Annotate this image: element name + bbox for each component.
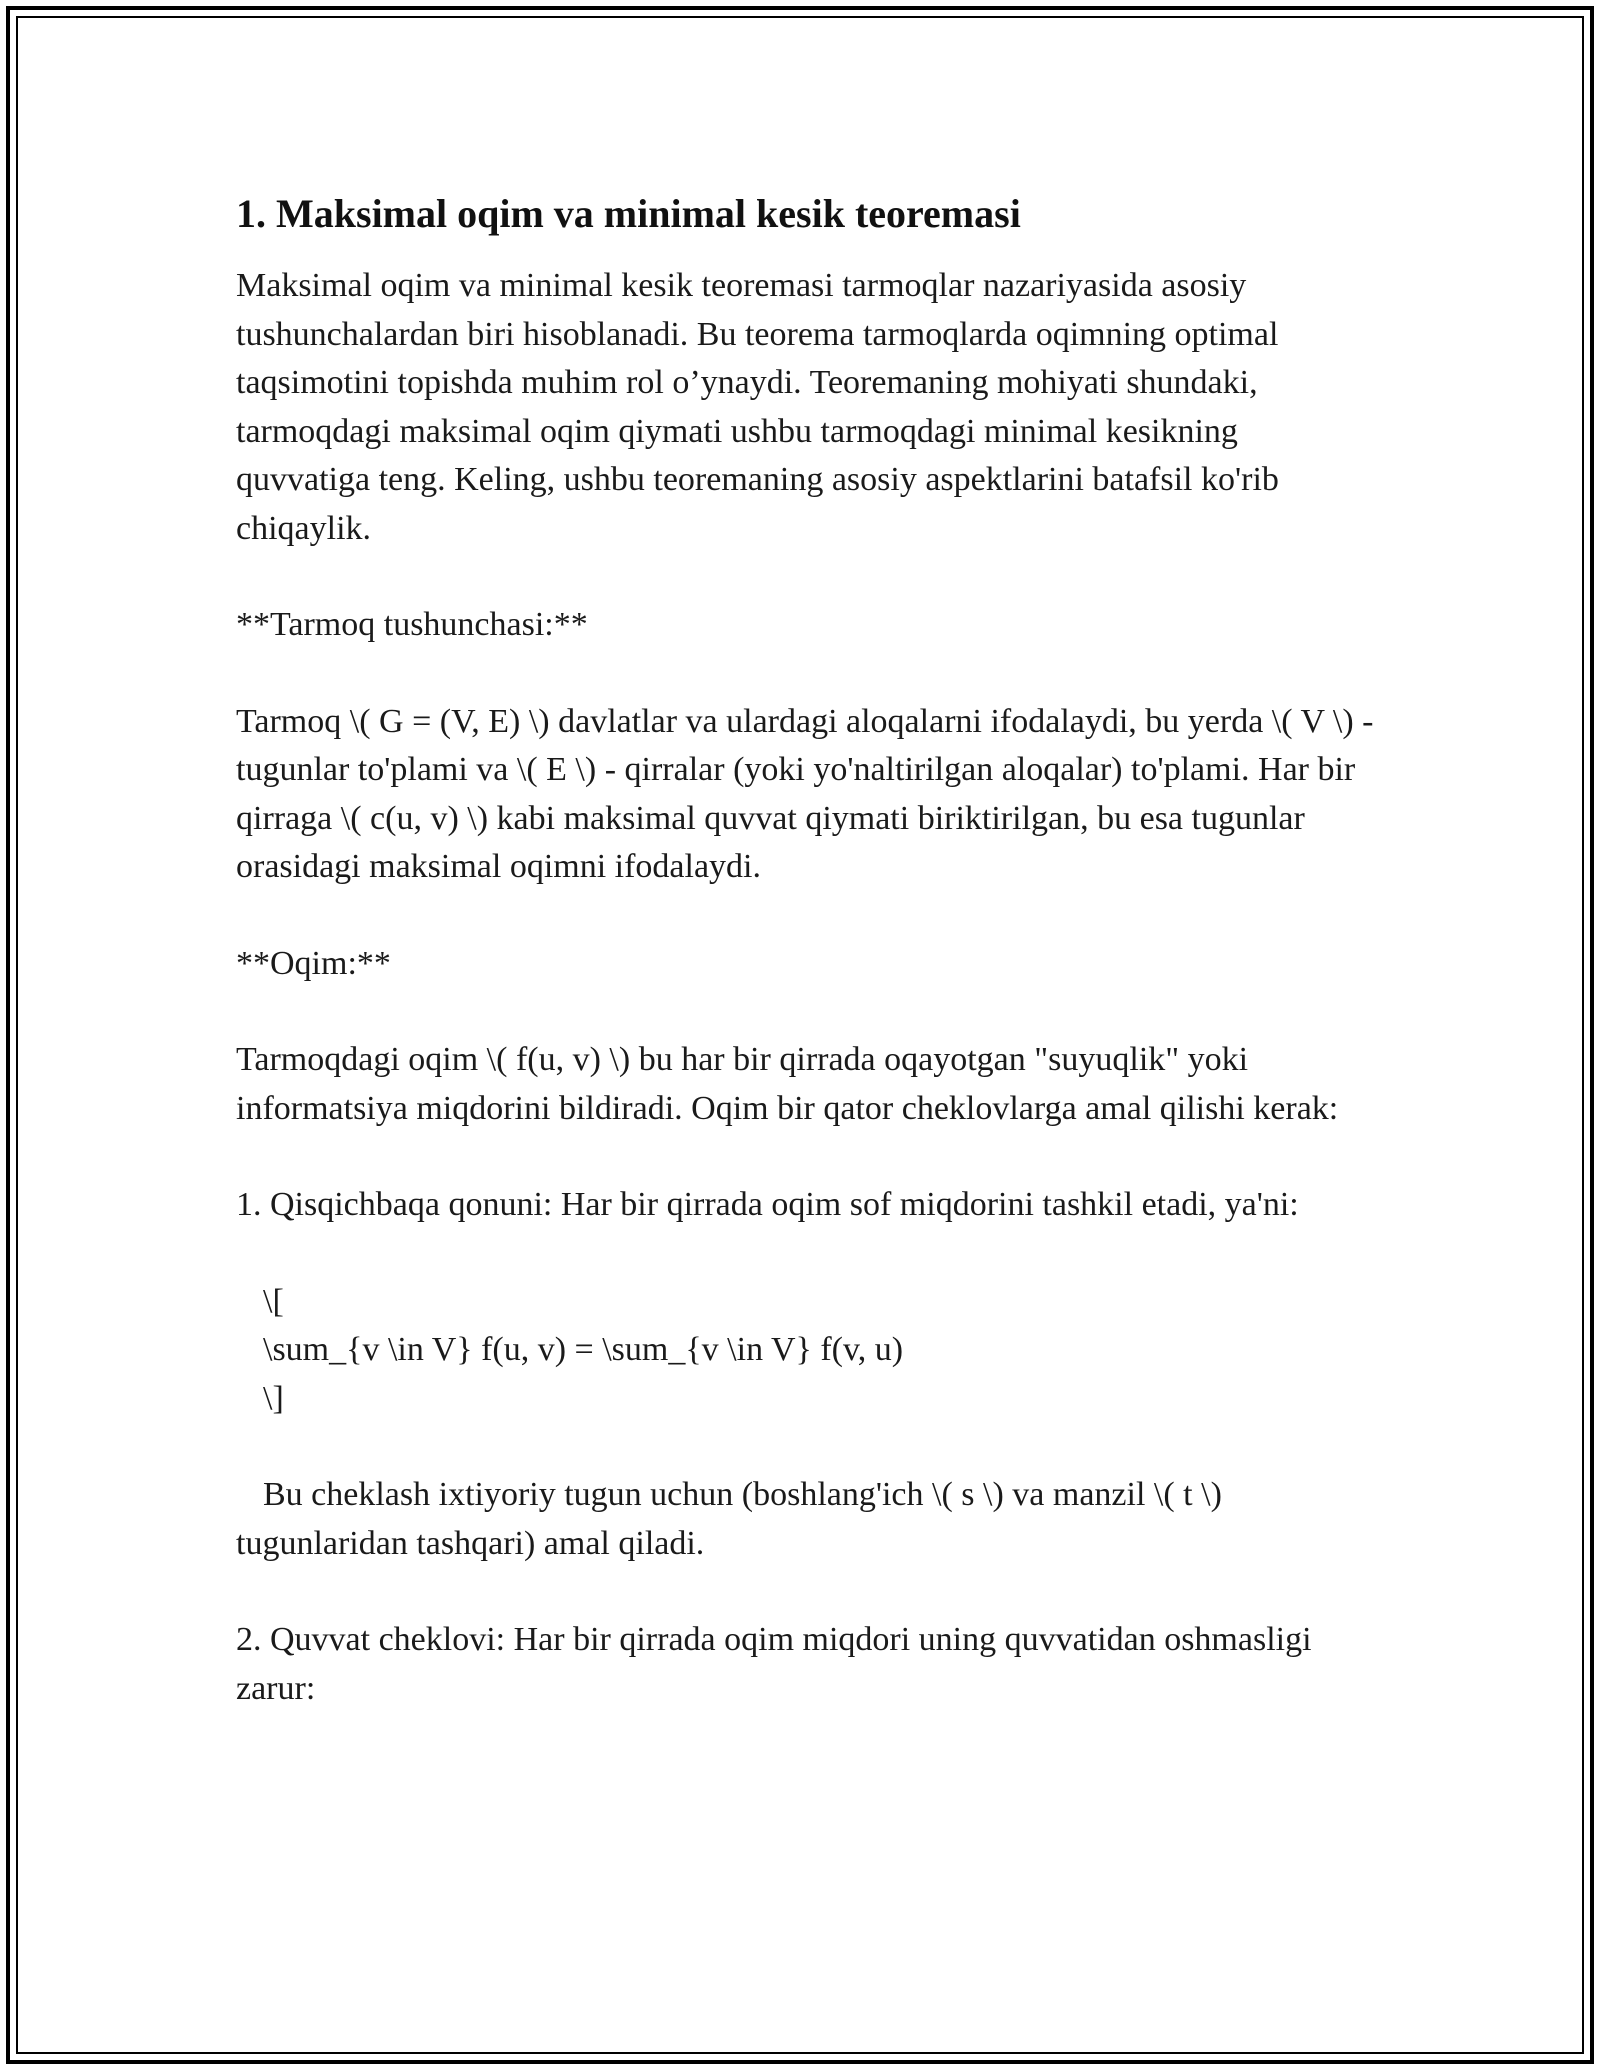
conservation-formula [263,1278,1376,1424]
document-body [236,188,1376,1713]
network-label: **Tarmoq tushunchasi:** [236,606,588,643]
rule-1-note: Bu cheklash ixtiyoriy tugun uchun (boshlang'ich \( s \) va manzil \( t \) tugunlaridan tashqari) amal qiladi. [236,1476,1222,1562]
formula-body: \sum_{v \in V} f(u, v) = \sum_{v \in V} f(v, u) [263,1331,904,1368]
rule-1: 1. Qisqichbaqa qonuni: Har bir qirrada oqim sof miqdorini tashkil etadi, ya'ni: [236,1186,1299,1223]
flow-paragraph: Tarmoqdagi oqim \( f(u, v) \) bu har bir qirrada oqayotgan "suyuqlik" yoki informatsiya miqdorini bildiradi. Oqim bir qator cheklovlarga amal qilishi kerak: [236,1041,1339,1127]
intro-paragraph: Maksimal oqim va minimal kesik teoremasi tarmoqlar nazariyasida asosiy tushunchalardan biri hisoblanadi. Bu teorema tarmoqlarda oqimning optimal taqsimotini topishda muhim rol o’ynaydi. Teoremaning mohiyati shundaki, tarmoqdagi maksimal oqim qiymati ushbu tarmoqdagi minimal kesikning quvvatiga teng. Keling, ushbu teoremaning asosiy aspektlarini batafsil ko'rib chiqaylik. [236,267,1279,547]
rule-2: 2. Quvvat cheklovi: Har bir qirrada oqim miqdori uning quvvatidan oshmasligi zarur: [236,1621,1312,1707]
flow-label: **Oqim:** [236,944,391,982]
formula-close: \] [263,1379,284,1417]
formula-open: \[ [263,1282,284,1320]
section-heading: 1. Maksimal oqim va minimal kesik teoremasi [236,191,1021,236]
network-paragraph: Tarmoq \( G = (V, E) \) davlatlar va ulardagi aloqalarni ifodalaydi, bu yerda \( V \) - tugunlar to'plami va \( E \) - qirralar (yoki yo'naltirilgan aloqalar) to'plami. Har bir qirraga \( c(u, v) \) kabi maksimal quvvat qiymati biriktirilgan, bu esa tugunlar orasidagi maksimal oqimni ifodalaydi. [236,702,1374,885]
